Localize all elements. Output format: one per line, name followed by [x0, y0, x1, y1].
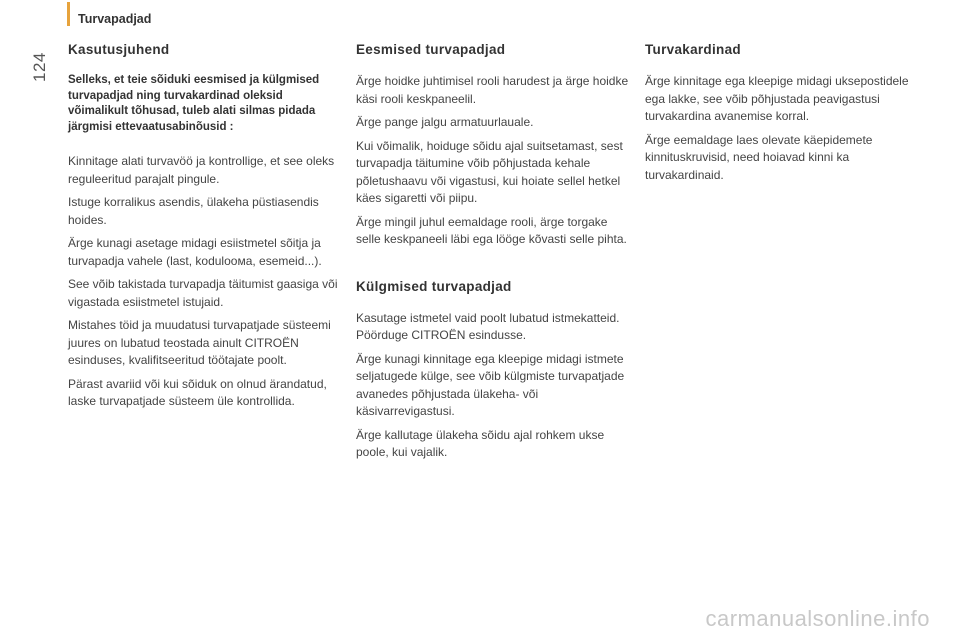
intro-text: Selleks, et teie sõiduki eesmised ja külgmised turvapadjad ning turvakardinad oleksid võimalikult tõhusad, tuleb alati silmas pidada järgmisi ettevaatusabinõusid : — [68, 74, 320, 133]
paragraph: Ärge kunagi asetage midagi esiistmetel sõitja ja turvapadja vahele (last, koduloома, esemeid...). — [68, 236, 322, 268]
paragraph: Ärge kallutage ülakeha sõidu ajal rohkem ukse poole, kui vajalik. — [356, 427, 605, 459]
paragraph: Ärge mingil juhul eemaldage rooli, ärge torgake selle keskpaneeli läbi ega lööge kõvasti selle pihta. — [356, 214, 627, 246]
heading-usage-instructions: Kasutusjuhend — [68, 42, 170, 57]
paragraph: Mistahes töid ja muudatusi turvapatjade süsteemi juures on lubatud teostada ainult CITROËN esinduses, kvalifitseeritud töötajate poolt. — [68, 318, 331, 367]
section-title: Turvapadjad — [78, 12, 152, 26]
paragraph: Kinnitage alati turvavöö ja kontrollige, et see oleks reguleeritud parajalt pingule. — [68, 154, 335, 186]
paragraph: Kui võimalik, hoiduge sõidu ajal suitsetamast, sest turvapadja täitumine võib põhjustada kehale põletushaavu või vigastusi, kui hoiate sellel hetkel käes sigaretti või piipu. — [356, 138, 623, 205]
heading-side-airbags: Külgmised turvapadjad — [356, 278, 512, 294]
heading-front-airbags: Eesmised turvapadjad — [356, 42, 506, 57]
paragraph: Istuge korralikus asendis, ülakeha püstiasendis hoides. — [68, 195, 319, 227]
watermark: carmanualsonline.info — [705, 606, 930, 631]
paragraph: Ärge pange jalgu armatuurlauale. — [356, 115, 534, 129]
paragraph: Pärast avariid või kui sõiduk on olnud ärandatud, laske turvapatjade süsteem üle kontrollida. — [68, 376, 327, 408]
paragraph: Kasutage istmetel vaid poolt lubatud istmekatteid. Pöörduge CITROËN esindusse. — [356, 310, 620, 342]
page-number: 124 — [30, 52, 49, 82]
paragraph: Ärge kinnitage ega kleepige midagi uksepostidele ega lakke, see võib põhjustada peavigastusi turvakardina avanemise korral. — [645, 74, 909, 123]
heading-curtain-airbags: Turvakardinad — [645, 42, 741, 57]
paragraph: Ärge eemaldage laes olevate käepidemete kinnituskruvisid, need hoiavad kinni ka turvakardinaid. — [645, 132, 873, 182]
paragraph: Ärge kunagi kinnitage ega kleepige midagi istmete seljatugede külge, see võib külgmiste turvapatjade avanedes põhjustada ülakeha- või käsivarrevigastusi. — [356, 351, 625, 418]
paragraph: Ärge hoidke juhtimisel rooli harudest ja ärge hoidke käsi rooli keskpaneelil. — [356, 74, 629, 106]
paragraph: See võib takistada turvapadja täitumist gaasiga või vigastada esiistmetel istujaid. — [68, 277, 338, 309]
column-front-airbags — [356, 42, 630, 468]
column-curtain-airbags — [645, 42, 915, 190]
column-usage-instructions — [68, 42, 340, 417]
accent-bar — [67, 2, 70, 26]
